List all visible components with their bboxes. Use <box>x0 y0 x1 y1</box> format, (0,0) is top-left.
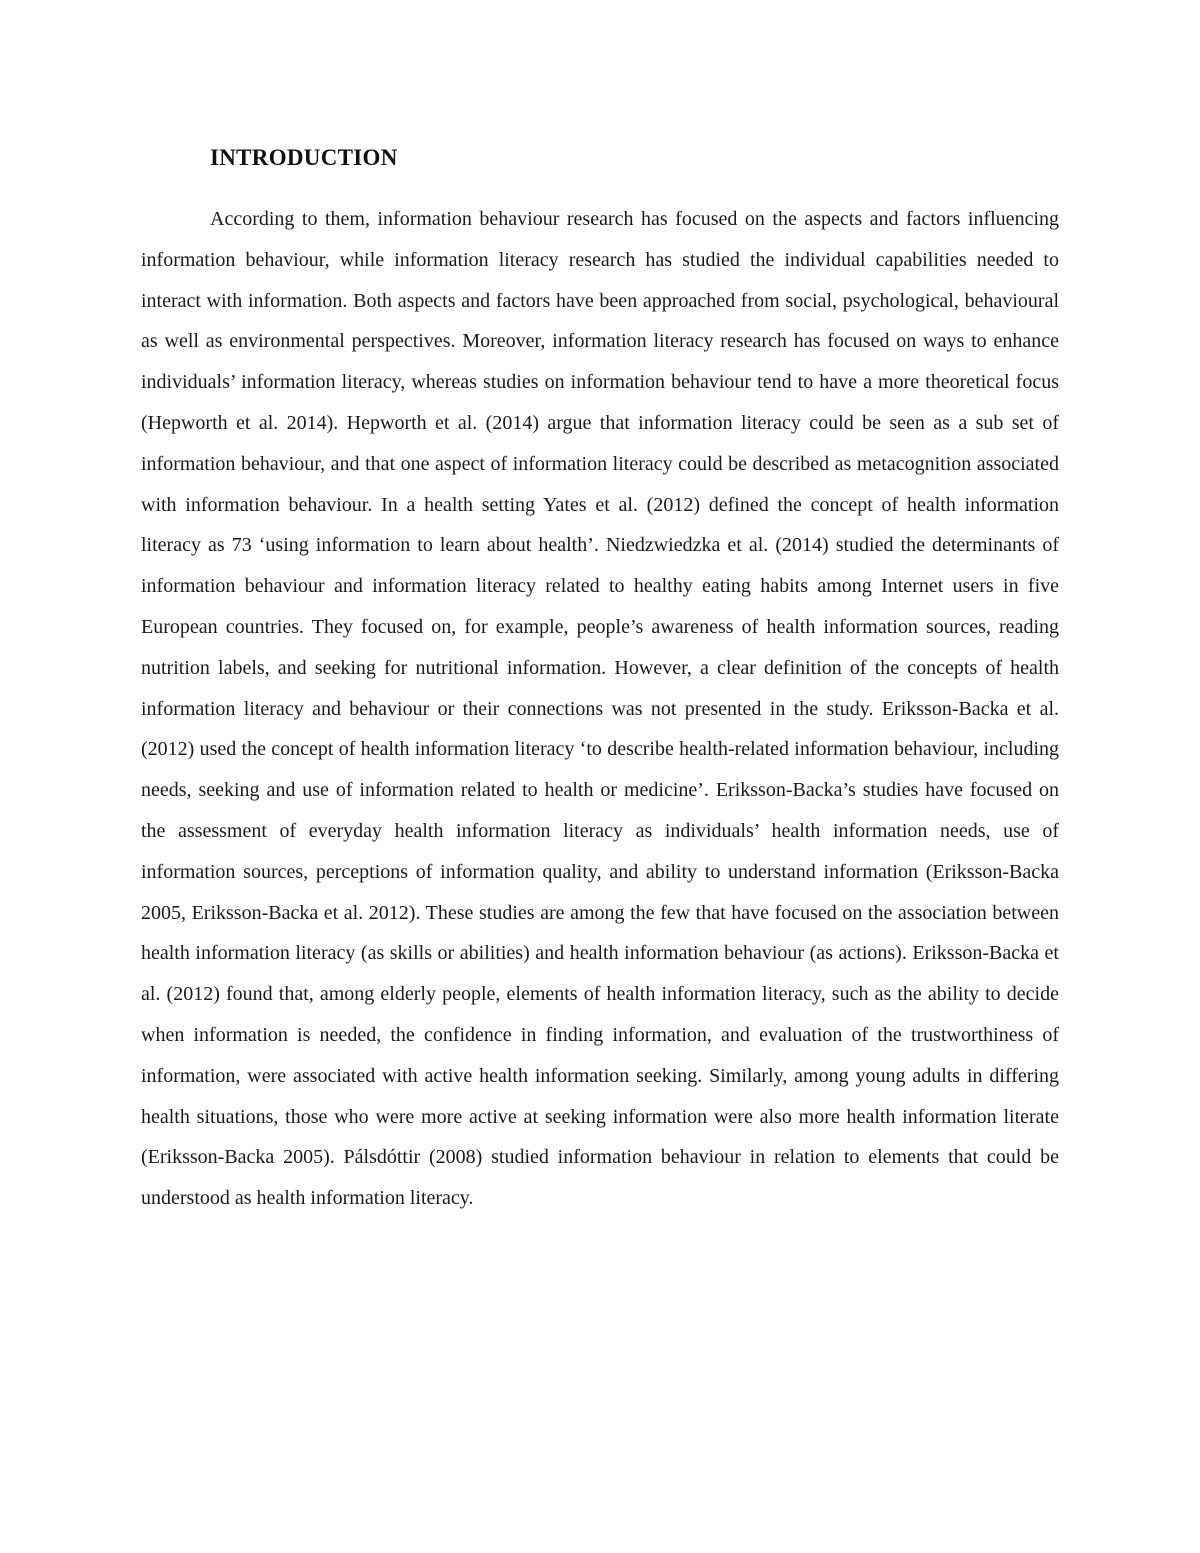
section-heading: INTRODUCTION <box>210 145 398 170</box>
body-paragraph: According to them, information behaviour research has focused on the aspects and factors influencing information behaviour, while information literacy research has studied the individual capabilities needed to interact with information. Both aspects and factors have been approached from social, psychological, behavioural as well as environmental perspectives. Moreover, information literacy research has focused on ways to enhance individuals’ information literacy, whereas studies on information behaviour tend to have a more theoretical focus (Hepworth et al. 2014). Hepworth et al. (2014) argue that information literacy could be seen as a sub set of information behaviour, and that one aspect of information literacy could be described as metacognition associated with information behaviour. In a health setting Yates et al. (2012) defined the concept of health information literacy as 73 ‘using information to learn about health’. Niedzwiedzka et al. (2014) studied the determinants of information behaviour and information literacy related to healthy eating habits among Internet users in five European countries. They focused on, for example, people’s awareness of health information sources, reading nutrition labels, and seeking for nutritional information. However, a clear definition of the concepts of health information literacy and behaviour or their connections was not presented in the study. Eriksson-Backa et al. (2012) used the concept of health information literacy ‘to describe health-related information behaviour, including needs, seeking and use of information related to health or medicine’. Eriksson-Backa’s studies have focused on the assessment of everyday health information literacy as individuals’ health information needs, use of information sources, perceptions of information quality, and ability to understand information (Eriksson-Backa 2005, Eriksson-Backa et al. 2012). These studies are among the few that have focused on the association between health information literacy (as skills or abilities) and health information behaviour (as actions). Eriksson-Backa et al. (2012) found that, among elderly people, elements of health information literacy, such as the ability to decide when information is needed, the confidence in finding information, and evaluation of the trustworthiness of information, were associated with active health information seeking. Similarly, among young adults in differing health situations, those who were more active at seeking information were also more health information literate (Eriksson-Backa 2005). Pálsdóttir (2008) studied information behaviour in relation to elements that could be understood as health information literacy. <box>141 208 1059 1210</box>
